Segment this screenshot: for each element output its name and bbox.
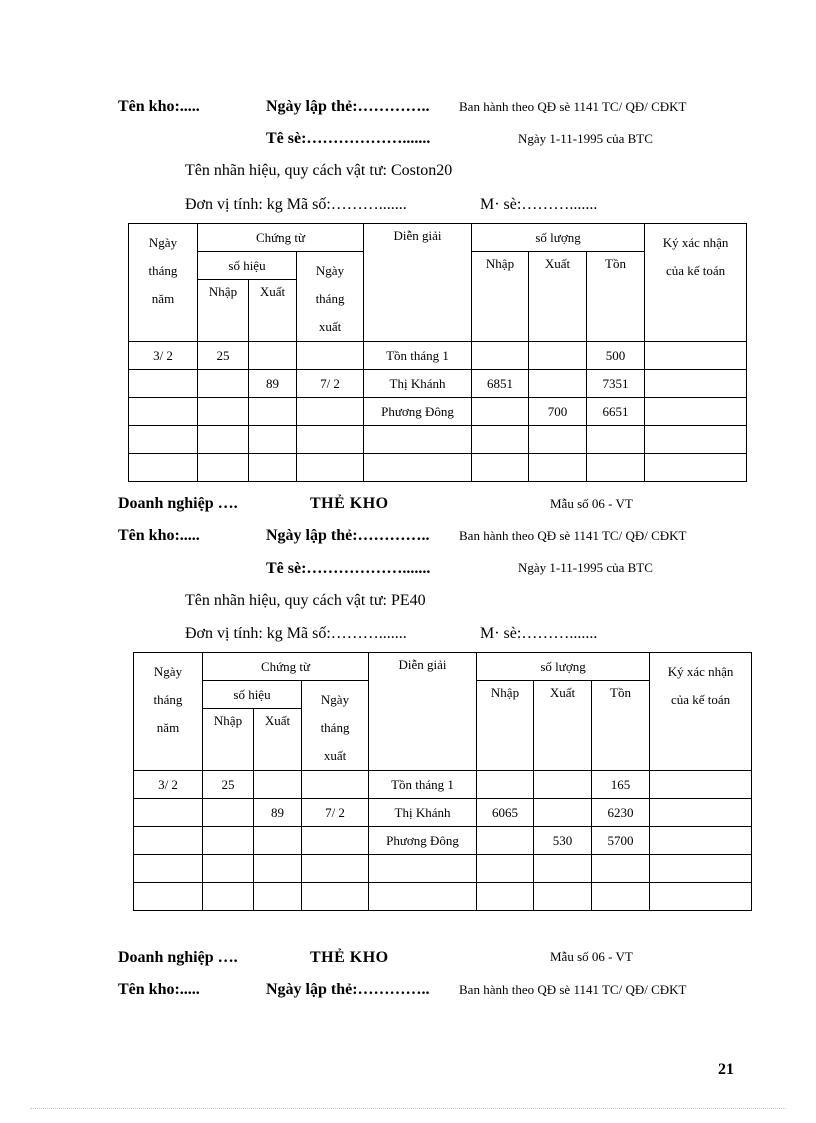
header-number-out: Xuất: [254, 709, 302, 771]
header-voucher-date: Ngày tháng xuất: [302, 681, 369, 771]
form-number: Mẫu số 06 - VT: [550, 949, 633, 964]
item-name: Tên nhãn hiệu, quy cách vật tư: Coston20: [185, 162, 453, 179]
stock-table-2: [133, 652, 752, 911]
table-row: Phương Đông 530 5700: [134, 827, 752, 855]
table-row: Phương Đông 700 6651: [129, 398, 747, 426]
unit-and-code: Đơn vị tính: kg Mã số:……….......: [185, 196, 407, 213]
header-number: số hiệu: [198, 252, 297, 280]
date-made: Ngày lập thẻ:…………..: [266, 981, 430, 998]
header-accountant-confirm: Ký xác nhận của kế toán: [645, 224, 747, 342]
table-row: [129, 426, 747, 454]
decree-text: Ban hành theo QĐ sè 1141 TC/ QĐ/ CĐKT: [459, 528, 687, 543]
company-name: Doanh nghiệp ….: [118, 949, 238, 966]
page-bottom-divider: [30, 1108, 786, 1109]
table-row: 3/ 2 25 Tồn tháng 1 165: [134, 771, 752, 799]
header-date: Ngày tháng năm: [129, 224, 198, 342]
item-name: Tên nhãn hiệu, quy cách vật tư: PE40: [185, 592, 426, 609]
sheet-number: Tê sè:……………….......: [266, 130, 431, 147]
decree-text: Ban hành theo QĐ sè 1141 TC/ QĐ/ CĐKT: [459, 982, 687, 997]
table-row: [129, 454, 747, 482]
table-row: [134, 855, 752, 883]
header-number-in: Nhập: [203, 709, 254, 771]
header-accountant-confirm: Ký xác nhận của kế toán: [650, 653, 752, 771]
warehouse-name: Tên kho:.....: [118, 981, 200, 998]
table-row: [134, 883, 752, 911]
warehouse-name: Tên kho:.....: [118, 98, 200, 115]
header-description: Diễn giải: [369, 653, 477, 771]
header-voucher-date: Ngày tháng xuất: [297, 252, 364, 342]
table-row: 89 7/ 2 Thị Khánh 6851 7351: [129, 370, 747, 398]
company-name: Doanh nghiệp ….: [118, 495, 238, 512]
date-made: Ngày lập thẻ:…………..: [266, 527, 430, 544]
card-title: THẺ KHO: [310, 949, 389, 966]
decree-text: Ban hành theo QĐ sè 1141 TC/ QĐ/ CĐKT: [459, 99, 687, 114]
header-number: số hiệu: [203, 681, 302, 709]
header-qty-in: Nhập: [477, 681, 534, 771]
header-number-in: Nhập: [198, 280, 249, 342]
header-qty-in: Nhập: [472, 252, 529, 342]
header-quantity: số lượng: [472, 224, 645, 252]
header-qty-balance: Tồn: [587, 252, 645, 342]
warehouse-name: Tên kho:.....: [118, 527, 200, 544]
header-qty-out: Xuất: [534, 681, 592, 771]
sheet-number: Tê sè:……………….......: [266, 560, 431, 577]
table-row: 3/ 2 25 Tồn tháng 1 500: [129, 342, 747, 370]
table-row: 89 7/ 2 Thị Khánh 6065 6230: [134, 799, 752, 827]
decree-date: Ngày 1-11-1995 của BTC: [518, 131, 653, 146]
date-made: Ngày lập thẻ:…………..: [266, 98, 430, 115]
m-number: M· sè:……….......: [480, 625, 598, 642]
decree-date: Ngày 1-11-1995 của BTC: [518, 560, 653, 575]
header-voucher: Chứng từ: [198, 224, 364, 252]
card-title: THẺ KHO: [310, 495, 389, 512]
m-number: M· sè:……….......: [480, 196, 598, 213]
header-quantity: số lượng: [477, 653, 650, 681]
header-date: Ngày tháng năm: [134, 653, 203, 771]
unit-and-code: Đơn vị tính: kg Mã số:……….......: [185, 625, 407, 642]
stock-table-1: [128, 223, 747, 482]
header-qty-balance: Tồn: [592, 681, 650, 771]
header-description: Diễn giải: [364, 224, 472, 342]
header-voucher: Chứng từ: [203, 653, 369, 681]
page-number: 21: [718, 1061, 734, 1078]
header-number-out: Xuất: [249, 280, 297, 342]
header-qty-out: Xuất: [529, 252, 587, 342]
form-number: Mẫu số 06 - VT: [550, 496, 633, 511]
